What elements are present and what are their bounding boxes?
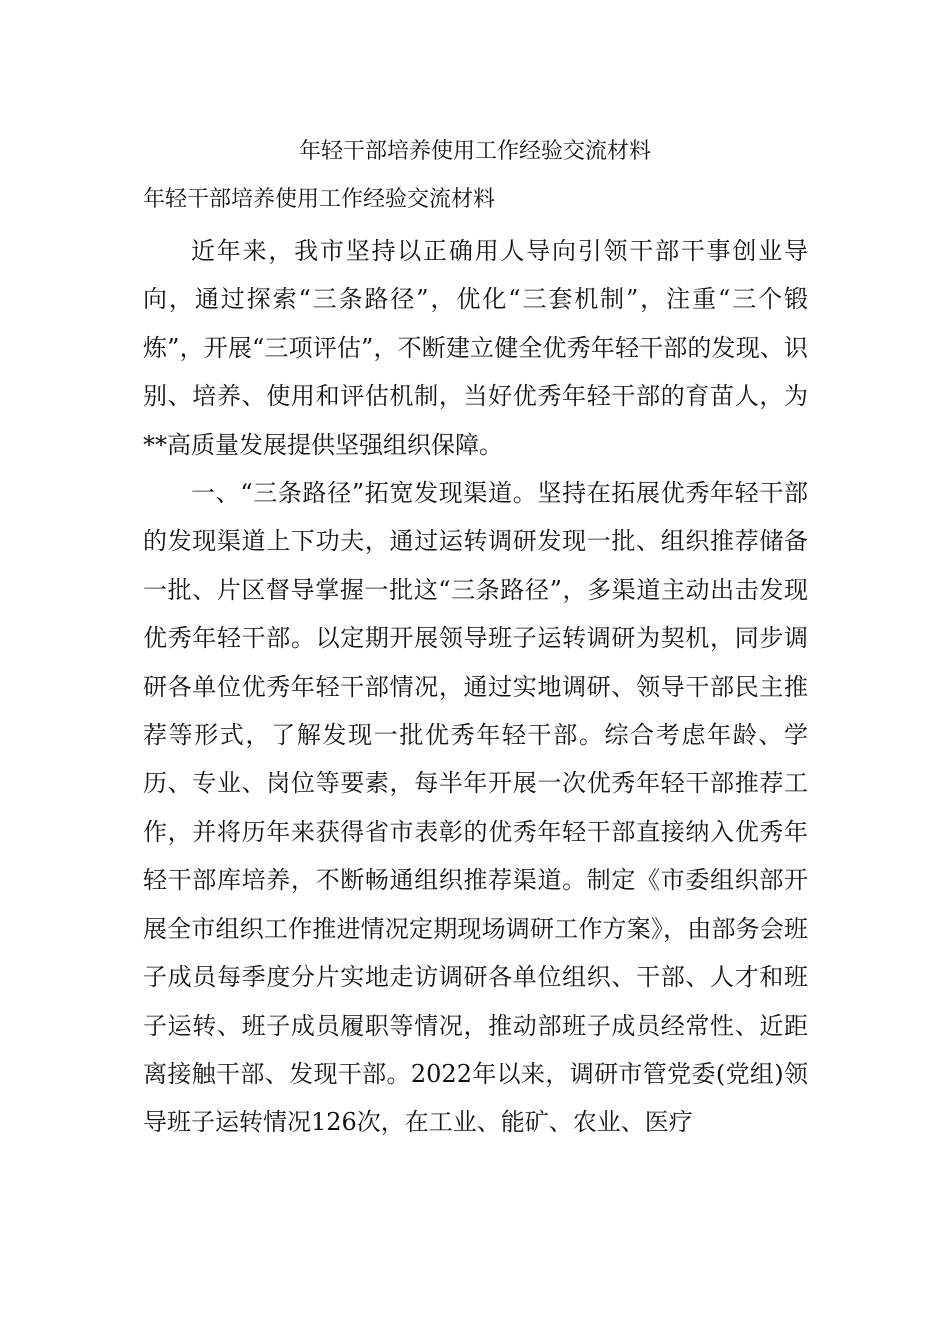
paragraph-intro: 近年来，我市坚持以正确用人导向引领干部干事创业导向，通过探索“三条路径”，优化“三套机制”，注重“三个锻炼”，开展“三项评估”，不断建立健全优秀年轻干部的发现、识别、培养、使用和评估机制，当好优秀年轻干部的育苗人，为**高质量发展提供坚强组织保障。: [143, 237, 808, 459]
document-title: 年轻干部培养使用工作经验交流材料: [298, 139, 651, 164]
document-subtitle: 年轻干部培养使用工作经验交流材料: [143, 187, 496, 212]
document-body: [143, 227, 808, 1147]
paragraph-section-one: 一、“三条路径”拓宽发现渠道。坚持在拓展优秀年轻干部的发现渠道上下功夫，通过运转调研发现一批、组织推荐储备一批、片区督导掌握一批这“三条路径”，多渠道主动出击发现优秀年轻干部。以定期开展领导班子运转调研为契机，同步调研各单位优秀年轻干部情况，通过实地调研、领导干部民主推荐等形式，了解发现一批优秀年轻干部。综合考虑年龄、学历、专业、岗位等要素，每半年开展一次优秀年轻干部推荐工作，并将历年来获得省市表彰的优秀年轻干部直接纳入优秀年轻干部库培养，不断畅通组织推荐渠道。制定《市委组织部开展全市组织工作推进情况定期现场调研工作方案》，由部务会班子成员每季度分片实地走访调研各单位组织、干部、人才和班子运转、班子成员履职等情况，推动部班子成员经常性、近距离接触干部、发现干部。2022年以来，调研市管党委(党组)领导班子运转情况126次，在工业、能矿、农业、医疗: [143, 479, 808, 1137]
